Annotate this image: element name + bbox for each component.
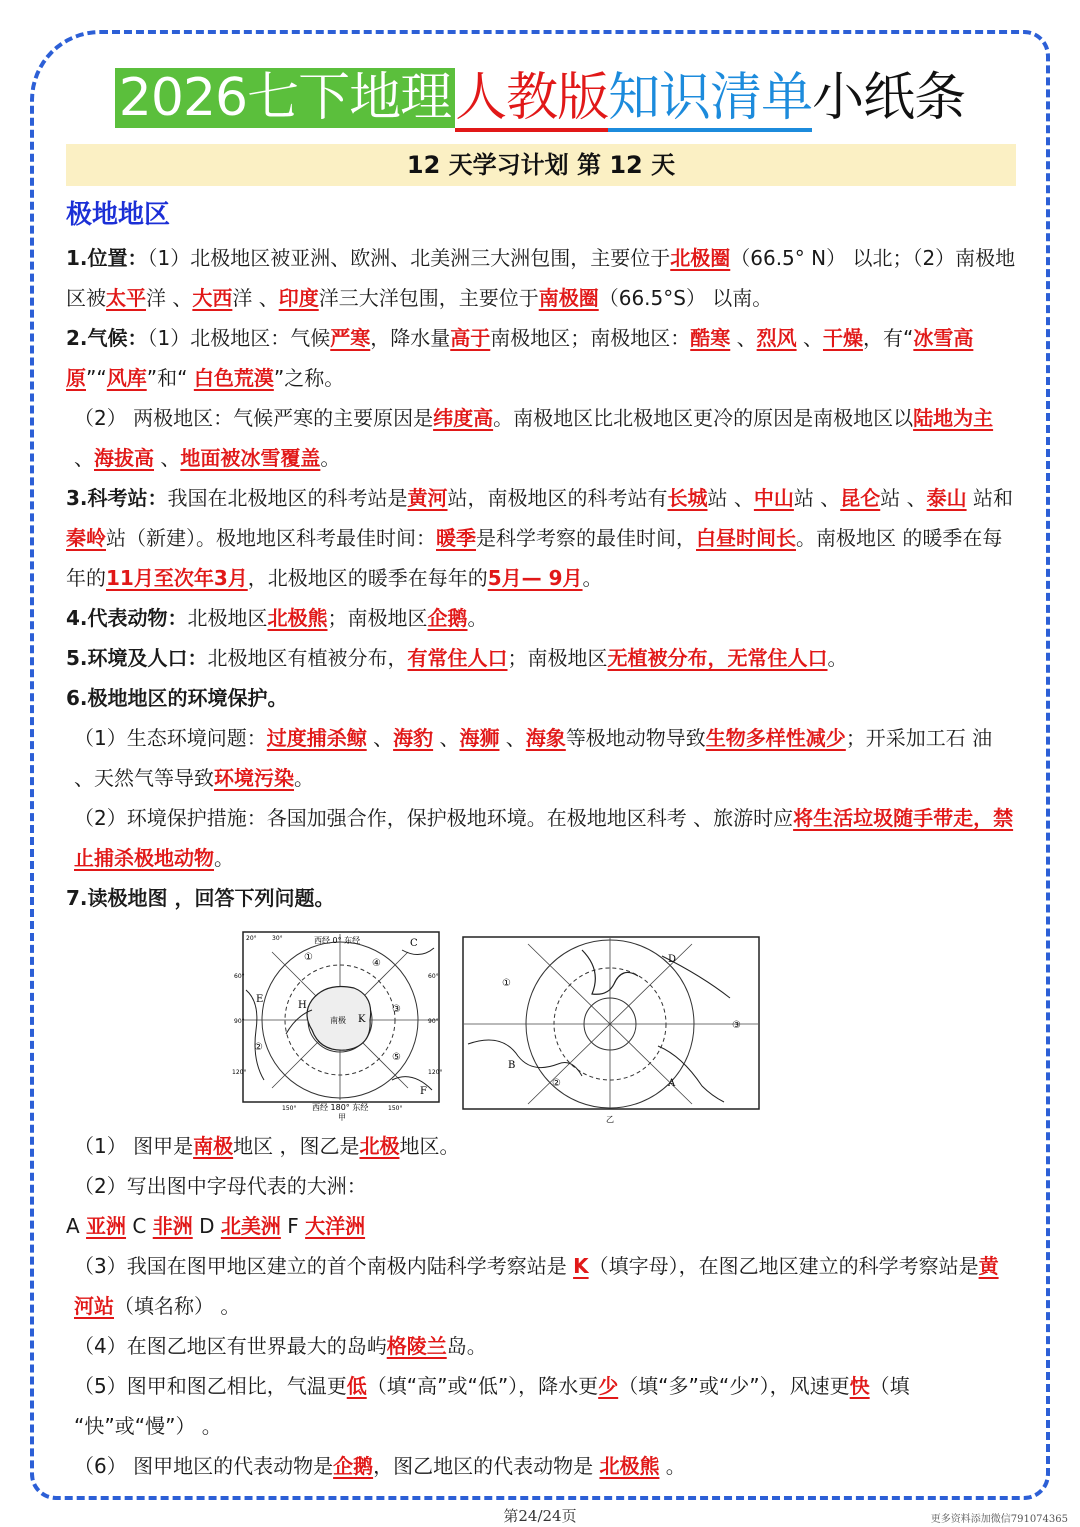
text: 。南极地区比北极地区更冷的原因是南极地区以 <box>493 406 914 430</box>
map-b-letter: A <box>668 1078 676 1089</box>
text: 站和 <box>966 486 1013 510</box>
text: 。 <box>827 646 848 670</box>
answer: 无植被分布，无常住人口 <box>607 646 828 670</box>
question-4 <box>66 1326 1016 1366</box>
answer: 风库 <box>106 366 147 390</box>
title-part-1: 2026七下地理 <box>115 68 455 128</box>
answer: 酷寒 <box>690 326 731 350</box>
text: 南极地区；南极地区： <box>490 326 691 350</box>
answer: 有常住人口 <box>407 646 508 670</box>
text: （1）北极地区被亚洲、欧洲、北美洲三大洲包围，主要位于 <box>147 246 671 270</box>
map-a-region: ⑤ <box>392 1052 401 1063</box>
text: 、 <box>796 326 823 350</box>
polar-maps <box>66 922 1016 1122</box>
answer: 将生活垃圾随手带走，禁止捕杀极地动物 <box>74 806 1014 870</box>
answer: 中山 <box>753 486 794 510</box>
text: 地区。 <box>399 1134 460 1158</box>
text: D <box>192 1214 221 1238</box>
answer: 昆仑 <box>840 486 881 510</box>
answer: 生物多样性减少 <box>705 726 846 750</box>
text: 。 <box>467 606 488 630</box>
text: F <box>280 1214 306 1238</box>
text: 我国在北极地区的科考站是 <box>167 486 408 510</box>
text: （填名称） 。 <box>114 1294 241 1318</box>
map-a-degree: 150° <box>282 1105 297 1112</box>
text: 站 、 <box>707 486 754 510</box>
answer: 北极熊 <box>267 606 328 630</box>
item-label: 5.环境及人口： <box>66 646 208 670</box>
answer: 海狮 <box>459 726 500 750</box>
map-a-degree: 120° <box>232 1069 247 1076</box>
question-3 <box>66 1246 1016 1326</box>
text: 、 <box>366 726 394 750</box>
text: ，降水量 <box>370 326 451 350</box>
text: （填 “快”或“慢”） 。 <box>74 1374 910 1438</box>
answer: 北极熊 <box>599 1454 660 1478</box>
question-6 <box>66 1446 1016 1486</box>
map-a-region: ④ <box>372 958 381 969</box>
answer: 快 <box>849 1374 870 1398</box>
text: （4）在图乙地区有世界最大的岛屿 <box>74 1334 387 1358</box>
answer: 海豹 <box>393 726 434 750</box>
text: 。 <box>214 846 234 870</box>
text: 。南极地区 的暖季在每年的 <box>66 526 1003 590</box>
map-a-degree: 60° <box>428 973 439 980</box>
answer: 大洋洲 <box>305 1214 366 1238</box>
section-heading: 极地地区 <box>66 200 171 230</box>
content-body <box>66 192 1016 1486</box>
answer: 高于 <box>450 326 491 350</box>
text: 。 <box>320 446 341 470</box>
answer: 烈风 <box>756 326 797 350</box>
text: 地区 ，图乙是 <box>233 1134 360 1158</box>
question-2-answers <box>66 1206 1016 1246</box>
answer: 格陵兰 <box>386 1334 447 1358</box>
answer: K <box>573 1254 589 1278</box>
map-a-center-label: 南极 <box>330 1016 346 1025</box>
answer: 亚洲 <box>86 1214 127 1238</box>
text: A <box>66 1214 87 1238</box>
text: 洋 、 <box>232 286 279 310</box>
map-a-degree: 90° <box>234 1018 245 1025</box>
question-5 <box>66 1366 1016 1446</box>
item-4-animals <box>66 598 1016 638</box>
item-label: 2.气候： <box>66 326 148 350</box>
item-6-problems <box>66 718 1016 798</box>
item-1-location <box>66 238 1016 318</box>
item-5-environment-population <box>66 638 1016 678</box>
answer: 南极 <box>193 1134 234 1158</box>
question-1 <box>66 1126 1016 1166</box>
map-a-letter: C <box>410 938 418 949</box>
map-a-region: ② <box>254 1042 263 1053</box>
text: 等极地动物导致 <box>565 726 706 750</box>
text: （填“多”或“少”），风速更 <box>618 1374 850 1398</box>
text: 。 <box>294 766 314 790</box>
text: 站（新建）。极地地区科考最佳时间： <box>106 526 436 550</box>
map-b-caption: 乙 <box>606 1115 614 1124</box>
text: 是科学考察的最佳时间， <box>476 526 696 550</box>
answer: 印度 <box>278 286 319 310</box>
map-a-letter: F <box>420 1086 427 1097</box>
map-a-degree: 60° <box>234 973 245 980</box>
map-a-caption: 甲 <box>338 1113 346 1122</box>
text: ”之称。 <box>273 366 345 390</box>
watermark: 更多资料添加微信791074365 <box>930 1514 1068 1525</box>
text: （2）环境保护措施：各国加强合作，保护极地环境。在极地地区科考 、旅游时应 <box>74 806 794 830</box>
map-b-region: ① <box>502 978 511 989</box>
page-title <box>0 62 1080 134</box>
answer: 北美洲 <box>220 1214 281 1238</box>
answer: 企鹅 <box>427 606 468 630</box>
title-part-3: 知识清单 <box>608 68 812 132</box>
text: 洋三大洋包围，主要位于 <box>318 286 539 310</box>
map-a-degree: 20° <box>246 935 257 942</box>
answer: 地面被冰雪覆盖 <box>180 446 321 470</box>
text: （1）生态环境问题： <box>74 726 267 750</box>
answer: 企鹅 <box>333 1454 374 1478</box>
answer: 黄河站 <box>74 1254 999 1318</box>
text: ；开采加工石 油 、天然气等导致 <box>74 726 993 790</box>
answer: 严寒 <box>330 326 371 350</box>
answer: 海拔高 <box>94 446 154 470</box>
text: 北极地区 <box>187 606 268 630</box>
answer: 过度捕杀鲸 <box>266 726 367 750</box>
question-2: （2）写出图中字母代表的大洲： <box>74 1174 367 1198</box>
map-a-degree: 150° <box>388 1105 403 1112</box>
page-number: 第24/24页 <box>503 1507 577 1525</box>
title-part-4: 小纸条 <box>812 68 966 128</box>
answer: 太平 <box>106 286 146 310</box>
item-2-climate <box>66 318 1016 398</box>
map-a-region: ① <box>304 952 313 963</box>
map-arctic <box>462 936 762 1126</box>
answer: 低 <box>346 1374 367 1398</box>
text: （填字母），在图乙地区建立的科学考察站是 <box>588 1254 979 1278</box>
item-6-measures <box>66 798 1016 878</box>
answer: 白昼时间长 <box>696 526 796 550</box>
text: （6） 图甲地区的代表动物是 <box>74 1454 334 1478</box>
item-3-research-stations <box>66 478 1016 598</box>
answer: 秦岭 <box>66 526 106 550</box>
map-a-letter: H <box>298 1000 307 1011</box>
map-a-letter: E <box>256 994 264 1005</box>
text: ，北极地区的暖季在每年的 <box>247 566 488 590</box>
answer: 陆地为主 <box>913 406 994 430</box>
text: ”和“ <box>146 366 194 390</box>
answer: 海象 <box>525 726 566 750</box>
item-6-protection-heading: 6.极地地区的环境保护。 <box>66 686 288 710</box>
answer: 暖季 <box>436 526 476 550</box>
answer: 环境污染 <box>214 766 294 790</box>
map-a-bottom-label: 西经 180° 东经 <box>312 1103 369 1112</box>
text: （66.5°S） 以南。 <box>598 286 773 310</box>
text: 。 <box>582 566 603 590</box>
text: （1）北极地区：气候 <box>147 326 331 350</box>
answer: 冰雪高原 <box>66 326 974 390</box>
map-b-letter: D <box>668 954 677 965</box>
answer: 南极圈 <box>538 286 599 310</box>
map-a-degree: 30° <box>272 935 283 942</box>
text: ”“ <box>86 366 107 390</box>
map-b-region: ② <box>552 1078 561 1089</box>
text: （2） 两极地区：气候严寒的主要原因是 <box>74 406 434 430</box>
answer: 非洲 <box>152 1214 193 1238</box>
answer: 11月至次年3月 <box>106 566 248 590</box>
map-a-degree: 90° <box>428 1018 439 1025</box>
item-label: 3.科考站： <box>66 486 168 510</box>
map-a-letter: K <box>358 1014 366 1025</box>
text: 站 、 <box>793 486 841 510</box>
answer: 5月— 9月 <box>487 566 583 590</box>
title-part-2: 人教版 <box>455 68 608 132</box>
answer: 少 <box>598 1374 619 1398</box>
text: ；南极地区 <box>507 646 608 670</box>
text: （填“高”或“低”），降水更 <box>366 1374 599 1398</box>
text: 岛。 <box>446 1334 487 1358</box>
map-b-letter: B <box>508 1060 516 1071</box>
map-antarctic <box>232 930 443 1122</box>
answer: 长城 <box>667 486 708 510</box>
answer: 北极 <box>359 1134 400 1158</box>
text: 、 <box>74 446 94 470</box>
study-plan-banner: 12 天学习计划 第 12 天 <box>66 144 1016 186</box>
text: ，图乙地区的代表动物是 <box>373 1454 600 1478</box>
text: （3）我国在图甲地区建立的首个南极内陆科学考察站是 <box>74 1254 574 1278</box>
item-2-climate-part-2 <box>66 398 1016 478</box>
text: ；南极地区 <box>327 606 428 630</box>
text: 、 <box>499 726 526 750</box>
answer: 大西 <box>192 286 233 310</box>
answer: 北极圈 <box>670 246 731 270</box>
text: 、 <box>433 726 460 750</box>
map-a-region: ③ <box>392 1004 401 1015</box>
text: 、 <box>730 326 757 350</box>
text: 洋 、 <box>146 286 193 310</box>
answer: 白色荒漠 <box>193 366 274 390</box>
text: 站，南极地区的科考站有 <box>447 486 668 510</box>
item-label: 4.代表动物： <box>66 606 188 630</box>
text: 、 <box>154 446 181 470</box>
item-7-map-heading: 7.读极地图 ，回答下列问题。 <box>66 886 335 910</box>
text: ，有“ <box>862 326 914 350</box>
map-a-top-label: 西经 0° 东经 <box>314 936 361 945</box>
text: C <box>126 1214 153 1238</box>
answer: 泰山 <box>926 486 967 510</box>
answer: 纬度高 <box>433 406 494 430</box>
text: （5）图甲和图乙相比，气温更 <box>74 1374 347 1398</box>
map-b-region: ③ <box>732 1020 741 1031</box>
map-a-degree: 120° <box>428 1069 443 1076</box>
text: 站 、 <box>880 486 927 510</box>
answer: 干燥 <box>822 326 863 350</box>
text: （66.5° N） 以北；（2）南极地区被 <box>66 246 1016 310</box>
text: 。 <box>659 1454 686 1478</box>
item-label: 1.位置： <box>66 246 148 270</box>
text: （1） 图甲是 <box>74 1134 194 1158</box>
text: 北极地区有植被分布， <box>207 646 408 670</box>
answer: 黄河 <box>407 486 448 510</box>
